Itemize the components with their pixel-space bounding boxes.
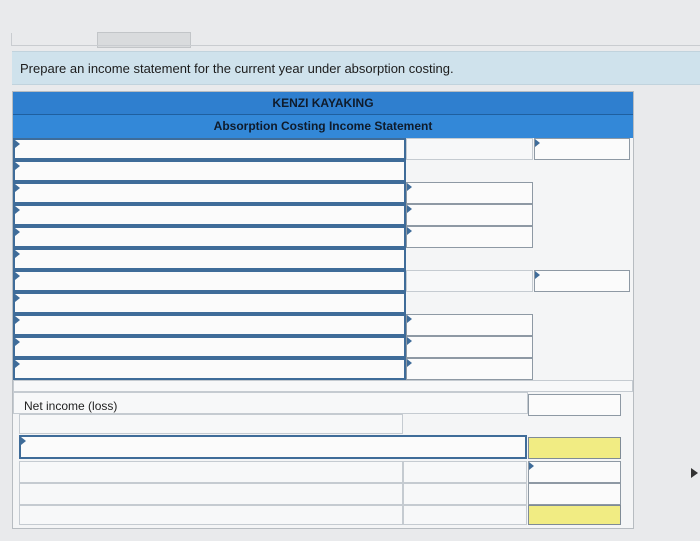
label-input-row-5[interactable] bbox=[13, 226, 406, 248]
dropdown-arrow-icon bbox=[15, 272, 20, 280]
amount-input-row-10[interactable] bbox=[406, 336, 533, 358]
dropdown-arrow-icon bbox=[407, 359, 412, 367]
label-input-row-9[interactable] bbox=[13, 314, 406, 336]
label-input-row-3[interactable] bbox=[13, 182, 406, 204]
highlighted-total-input-1[interactable] bbox=[528, 437, 621, 459]
amount-cell-row-1 bbox=[406, 138, 533, 160]
label-input-row-12[interactable] bbox=[19, 435, 527, 459]
amount-input-row-9[interactable] bbox=[406, 314, 533, 336]
dropdown-arrow-icon bbox=[15, 206, 20, 214]
label-input-row-10[interactable] bbox=[13, 336, 406, 358]
dropdown-arrow-icon bbox=[21, 437, 26, 445]
income-statement-table bbox=[12, 91, 634, 529]
divider bbox=[12, 45, 700, 46]
label-input-row-1[interactable] bbox=[13, 138, 406, 160]
label-input-row-11[interactable] bbox=[13, 358, 406, 380]
highlighted-total-input-2[interactable] bbox=[528, 505, 621, 525]
amount-input-row-5[interactable] bbox=[406, 226, 533, 248]
instruction-text: Prepare an income statement for the current year under absorption costing. bbox=[20, 61, 454, 76]
mouse-cursor-icon bbox=[691, 468, 698, 478]
dropdown-arrow-icon bbox=[529, 462, 534, 470]
dropdown-arrow-icon bbox=[407, 337, 412, 345]
dropdown-arrow-icon bbox=[15, 338, 20, 346]
dropdown-arrow-icon bbox=[15, 140, 20, 148]
dropdown-arrow-icon bbox=[15, 294, 20, 302]
instruction-bar bbox=[12, 51, 700, 85]
blank-amount-cell bbox=[403, 461, 527, 483]
amount-input-row-3[interactable] bbox=[406, 182, 533, 204]
total-input-row-13[interactable] bbox=[528, 461, 621, 483]
statement-title: Absorption Costing Income Statement bbox=[13, 115, 633, 138]
net-income-label: Net income (loss) bbox=[24, 399, 118, 413]
blank-amount-cell bbox=[403, 505, 527, 525]
dropdown-arrow-icon bbox=[15, 162, 20, 170]
company-name: KENZI KAYAKING bbox=[13, 92, 633, 115]
spacer-row bbox=[13, 380, 633, 392]
blank-label-cell bbox=[19, 505, 403, 525]
dropdown-arrow-icon bbox=[15, 316, 20, 324]
amount-input-row-4[interactable] bbox=[406, 204, 533, 226]
blank-label-cell bbox=[19, 483, 403, 505]
total-input-row-7[interactable] bbox=[534, 270, 630, 292]
label-input-row-8[interactable] bbox=[13, 292, 406, 314]
total-input-row-1[interactable] bbox=[534, 138, 630, 160]
label-input-row-6[interactable] bbox=[13, 248, 406, 270]
dropdown-arrow-icon bbox=[15, 250, 20, 258]
label-input-row-4[interactable] bbox=[13, 204, 406, 226]
blank-label-cell bbox=[19, 461, 403, 483]
dropdown-arrow-icon bbox=[535, 271, 540, 279]
dropdown-arrow-icon bbox=[535, 139, 540, 147]
dropdown-arrow-icon bbox=[15, 228, 20, 236]
dropdown-arrow-icon bbox=[407, 183, 412, 191]
dropdown-arrow-icon bbox=[15, 360, 20, 368]
dropdown-arrow-icon bbox=[15, 184, 20, 192]
total-input-row-14[interactable] bbox=[528, 483, 621, 505]
dropdown-arrow-icon bbox=[407, 315, 412, 323]
dropdown-arrow-icon bbox=[407, 205, 412, 213]
blank-label-cell bbox=[19, 414, 403, 434]
amount-input-row-11[interactable] bbox=[406, 358, 533, 380]
label-input-row-2[interactable] bbox=[13, 160, 406, 182]
blank-amount-cell bbox=[403, 483, 527, 505]
amount-cell-row-7 bbox=[406, 270, 533, 292]
net-income-input[interactable] bbox=[528, 394, 621, 416]
dropdown-arrow-icon bbox=[407, 227, 412, 235]
label-input-row-7[interactable] bbox=[13, 270, 406, 292]
